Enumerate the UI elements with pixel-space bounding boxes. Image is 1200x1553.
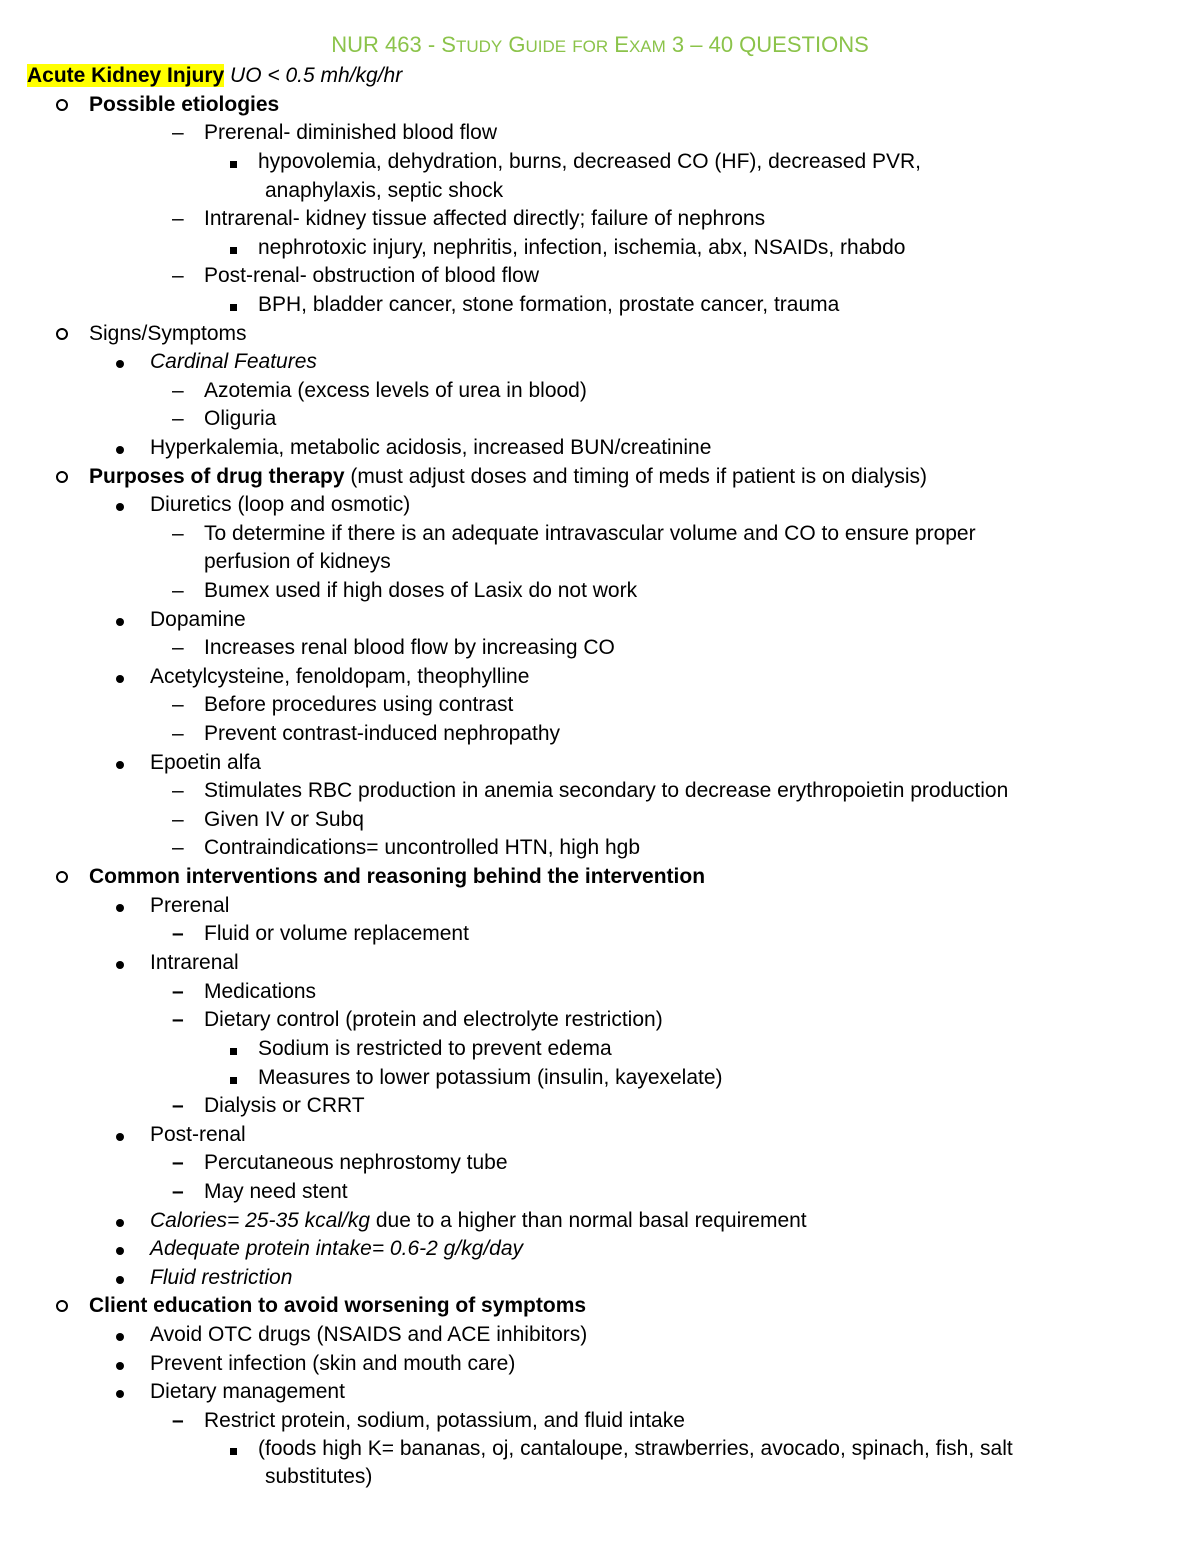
- outline-item: Possible etiologies: [89, 93, 280, 116]
- page-title: [0, 31, 1200, 61]
- title-word-guide-cap: G: [508, 32, 526, 57]
- outline-item: Fluid or volume replacement: [204, 922, 469, 945]
- outline-item: Restrict protein, sodium, potassium, and fluid intake: [204, 1409, 685, 1432]
- dash-marker: –: [172, 779, 184, 802]
- outline-item: Stimulates RBC production in anemia secondary to decrease erythropoietin production: [204, 779, 1009, 802]
- outline-item: Acetylcysteine, fenoldopam, theophylline: [150, 665, 530, 688]
- outline-item: Intrarenal- kidney tissue affected directly; failure of nephrons: [204, 207, 766, 230]
- dot-bullet-icon: [116, 1264, 124, 1292]
- outline-item: Prerenal: [150, 894, 230, 917]
- outline-item: To determine if there is an adequate intravascular volume and CO to ensure proper: [204, 522, 976, 545]
- outline-item: Measures to lower potassium (insulin, kayexelate): [258, 1066, 723, 1089]
- dot-bullet-icon: [116, 949, 124, 977]
- title-suffix: 3 – 40 QUESTIONS: [671, 32, 869, 57]
- circle-bullet-icon: [56, 463, 68, 491]
- outline-item: Increases renal blood flow by increasing CO: [204, 636, 615, 659]
- outline-item: Dietary control (protein and electrolyte restriction): [204, 1008, 663, 1031]
- circle-bullet-icon: [56, 863, 68, 891]
- outline-item: Sodium is restricted to prevent edema: [258, 1037, 612, 1060]
- outline-item: May need stent: [204, 1180, 348, 1203]
- topic-highlight: Acute Kidney Injury: [27, 64, 225, 87]
- outline-item: Dopamine: [150, 608, 246, 631]
- dot-bullet-icon: [116, 1321, 124, 1349]
- dot-bullet-icon: [116, 491, 124, 519]
- outline-item: Contraindications= uncontrolled HTN, high hgb: [204, 836, 641, 859]
- title-word-exam-rest: XAM: [628, 37, 666, 56]
- dash-marker: –: [172, 1094, 184, 1117]
- outline-item: [89, 463, 927, 491]
- dash-marker: –: [172, 264, 184, 287]
- title-word-study-rest: TUDY: [455, 37, 503, 56]
- outline-item: Adequate protein intake= 0.6-2 g/kg/day: [150, 1237, 524, 1260]
- outline-item-bold: Purposes of drug therapy: [89, 465, 345, 488]
- outline-item: Avoid OTC drugs (NSAIDS and ACE inhibitors): [150, 1323, 588, 1346]
- square-bullet-icon: [230, 148, 237, 176]
- title-word-exam-cap: E: [614, 32, 629, 57]
- outline-item: Prerenal- diminished blood flow: [204, 121, 497, 144]
- outline-item: Cardinal Features: [150, 350, 317, 373]
- dash-marker: –: [172, 379, 184, 402]
- circle-bullet-icon: [56, 320, 68, 348]
- dash-marker: –: [172, 693, 184, 716]
- outline-item: Dialysis or CRRT: [204, 1094, 365, 1117]
- outline-item: hypovolemia, dehydration, burns, decreased CO (HF), decreased PVR,: [258, 150, 921, 173]
- square-bullet-icon: [230, 234, 237, 262]
- dash-marker: –: [172, 1180, 184, 1203]
- outline-item-continuation: substitutes): [265, 1465, 373, 1488]
- circle-bullet-icon: [56, 91, 68, 119]
- square-bullet-icon: [230, 1035, 237, 1063]
- outline-item: Percutaneous nephrostomy tube: [204, 1151, 508, 1174]
- outline-item: Medications: [204, 980, 317, 1003]
- outline-item: nephrotoxic injury, nephritis, infection, ischemia, abx, NSAIDs, rhabdo: [258, 236, 906, 259]
- outline-item-note: (must adjust doses and timing of meds if patient is on dialysis): [344, 465, 927, 488]
- outline-item: Signs/Symptoms: [89, 322, 247, 345]
- title-word-for: FOR: [572, 37, 609, 56]
- outline-item: Bumex used if high doses of Lasix do not work: [204, 579, 638, 602]
- dash-marker: –: [172, 722, 184, 745]
- outline-item: Post-renal- obstruction of blood flow: [204, 264, 540, 287]
- dot-bullet-icon: [116, 348, 124, 376]
- dash-marker: –: [172, 121, 184, 144]
- outline-item: Prevent infection (skin and mouth care): [150, 1352, 516, 1375]
- dash-marker: –: [172, 407, 184, 430]
- square-bullet-icon: [230, 1064, 237, 1092]
- outline-item: Hyperkalemia, metabolic acidosis, increased BUN/creatinine: [150, 436, 712, 459]
- square-bullet-icon: [230, 1435, 237, 1463]
- dot-bullet-icon: [116, 434, 124, 462]
- outline-item: Azotemia (excess levels of urea in blood): [204, 379, 587, 402]
- dot-bullet-icon: [116, 1235, 124, 1263]
- dash-marker: –: [172, 522, 184, 545]
- outline-item: Client education to avoid worsening of symptoms: [89, 1294, 587, 1317]
- outline-item: [150, 1207, 807, 1235]
- dot-bullet-icon: [116, 749, 124, 777]
- dot-bullet-icon: [116, 1350, 124, 1378]
- dot-bullet-icon: [116, 1378, 124, 1406]
- dot-bullet-icon: [116, 892, 124, 920]
- dash-marker: –: [172, 1409, 184, 1432]
- outline-item: BPH, bladder cancer, stone formation, prostate cancer, trauma: [258, 293, 840, 316]
- title-word-guide-rest: UIDE: [525, 37, 567, 56]
- square-bullet-icon: [230, 291, 237, 319]
- dot-bullet-icon: [116, 606, 124, 634]
- outline-item-italic: Calories= 25-35 kcal/kg: [150, 1209, 371, 1232]
- outline-item: Oliguria: [204, 407, 277, 430]
- dash-marker: –: [172, 1151, 184, 1174]
- circle-bullet-icon: [56, 1292, 68, 1320]
- outline-item: Fluid restriction: [150, 1266, 293, 1289]
- dash-marker: –: [172, 636, 184, 659]
- dash-marker: –: [172, 579, 184, 602]
- outline-item: Before procedures using contrast: [204, 693, 514, 716]
- dot-bullet-icon: [116, 1121, 124, 1149]
- dot-bullet-icon: [116, 663, 124, 691]
- title-word-study-cap: S: [441, 32, 456, 57]
- outline-item: Epoetin alfa: [150, 751, 261, 774]
- outline-item: Diuretics (loop and osmotic): [150, 493, 411, 516]
- outline-item-continuation: anaphylaxis, septic shock: [265, 179, 504, 202]
- outline-item-continuation: perfusion of kidneys: [204, 550, 391, 573]
- outline-item: (foods high K= bananas, oj, cantaloupe, strawberries, avocado, spinach, fish, salt: [258, 1437, 1013, 1460]
- outline-item: Given IV or Subq: [204, 808, 364, 831]
- topic-criterion: UO < 0.5 mh/kg/hr: [230, 64, 403, 87]
- dash-marker: –: [172, 980, 184, 1003]
- outline-item: Common interventions and reasoning behind the intervention: [89, 865, 706, 888]
- outline-item: Intrarenal: [150, 951, 239, 974]
- dash-marker: –: [172, 808, 184, 831]
- dash-marker: –: [172, 836, 184, 859]
- outline-item: Post-renal: [150, 1123, 246, 1146]
- outline-item: Dietary management: [150, 1380, 345, 1403]
- dash-marker: –: [172, 1008, 184, 1031]
- title-prefix: NUR 463 -: [331, 32, 442, 57]
- dash-marker: –: [172, 922, 184, 945]
- outline-item: Prevent contrast-induced nephropathy: [204, 722, 561, 745]
- section-heading: [27, 62, 402, 90]
- outline-item-note: due to a higher than normal basal requirement: [370, 1209, 807, 1232]
- dot-bullet-icon: [116, 1207, 124, 1235]
- dash-marker: –: [172, 207, 184, 230]
